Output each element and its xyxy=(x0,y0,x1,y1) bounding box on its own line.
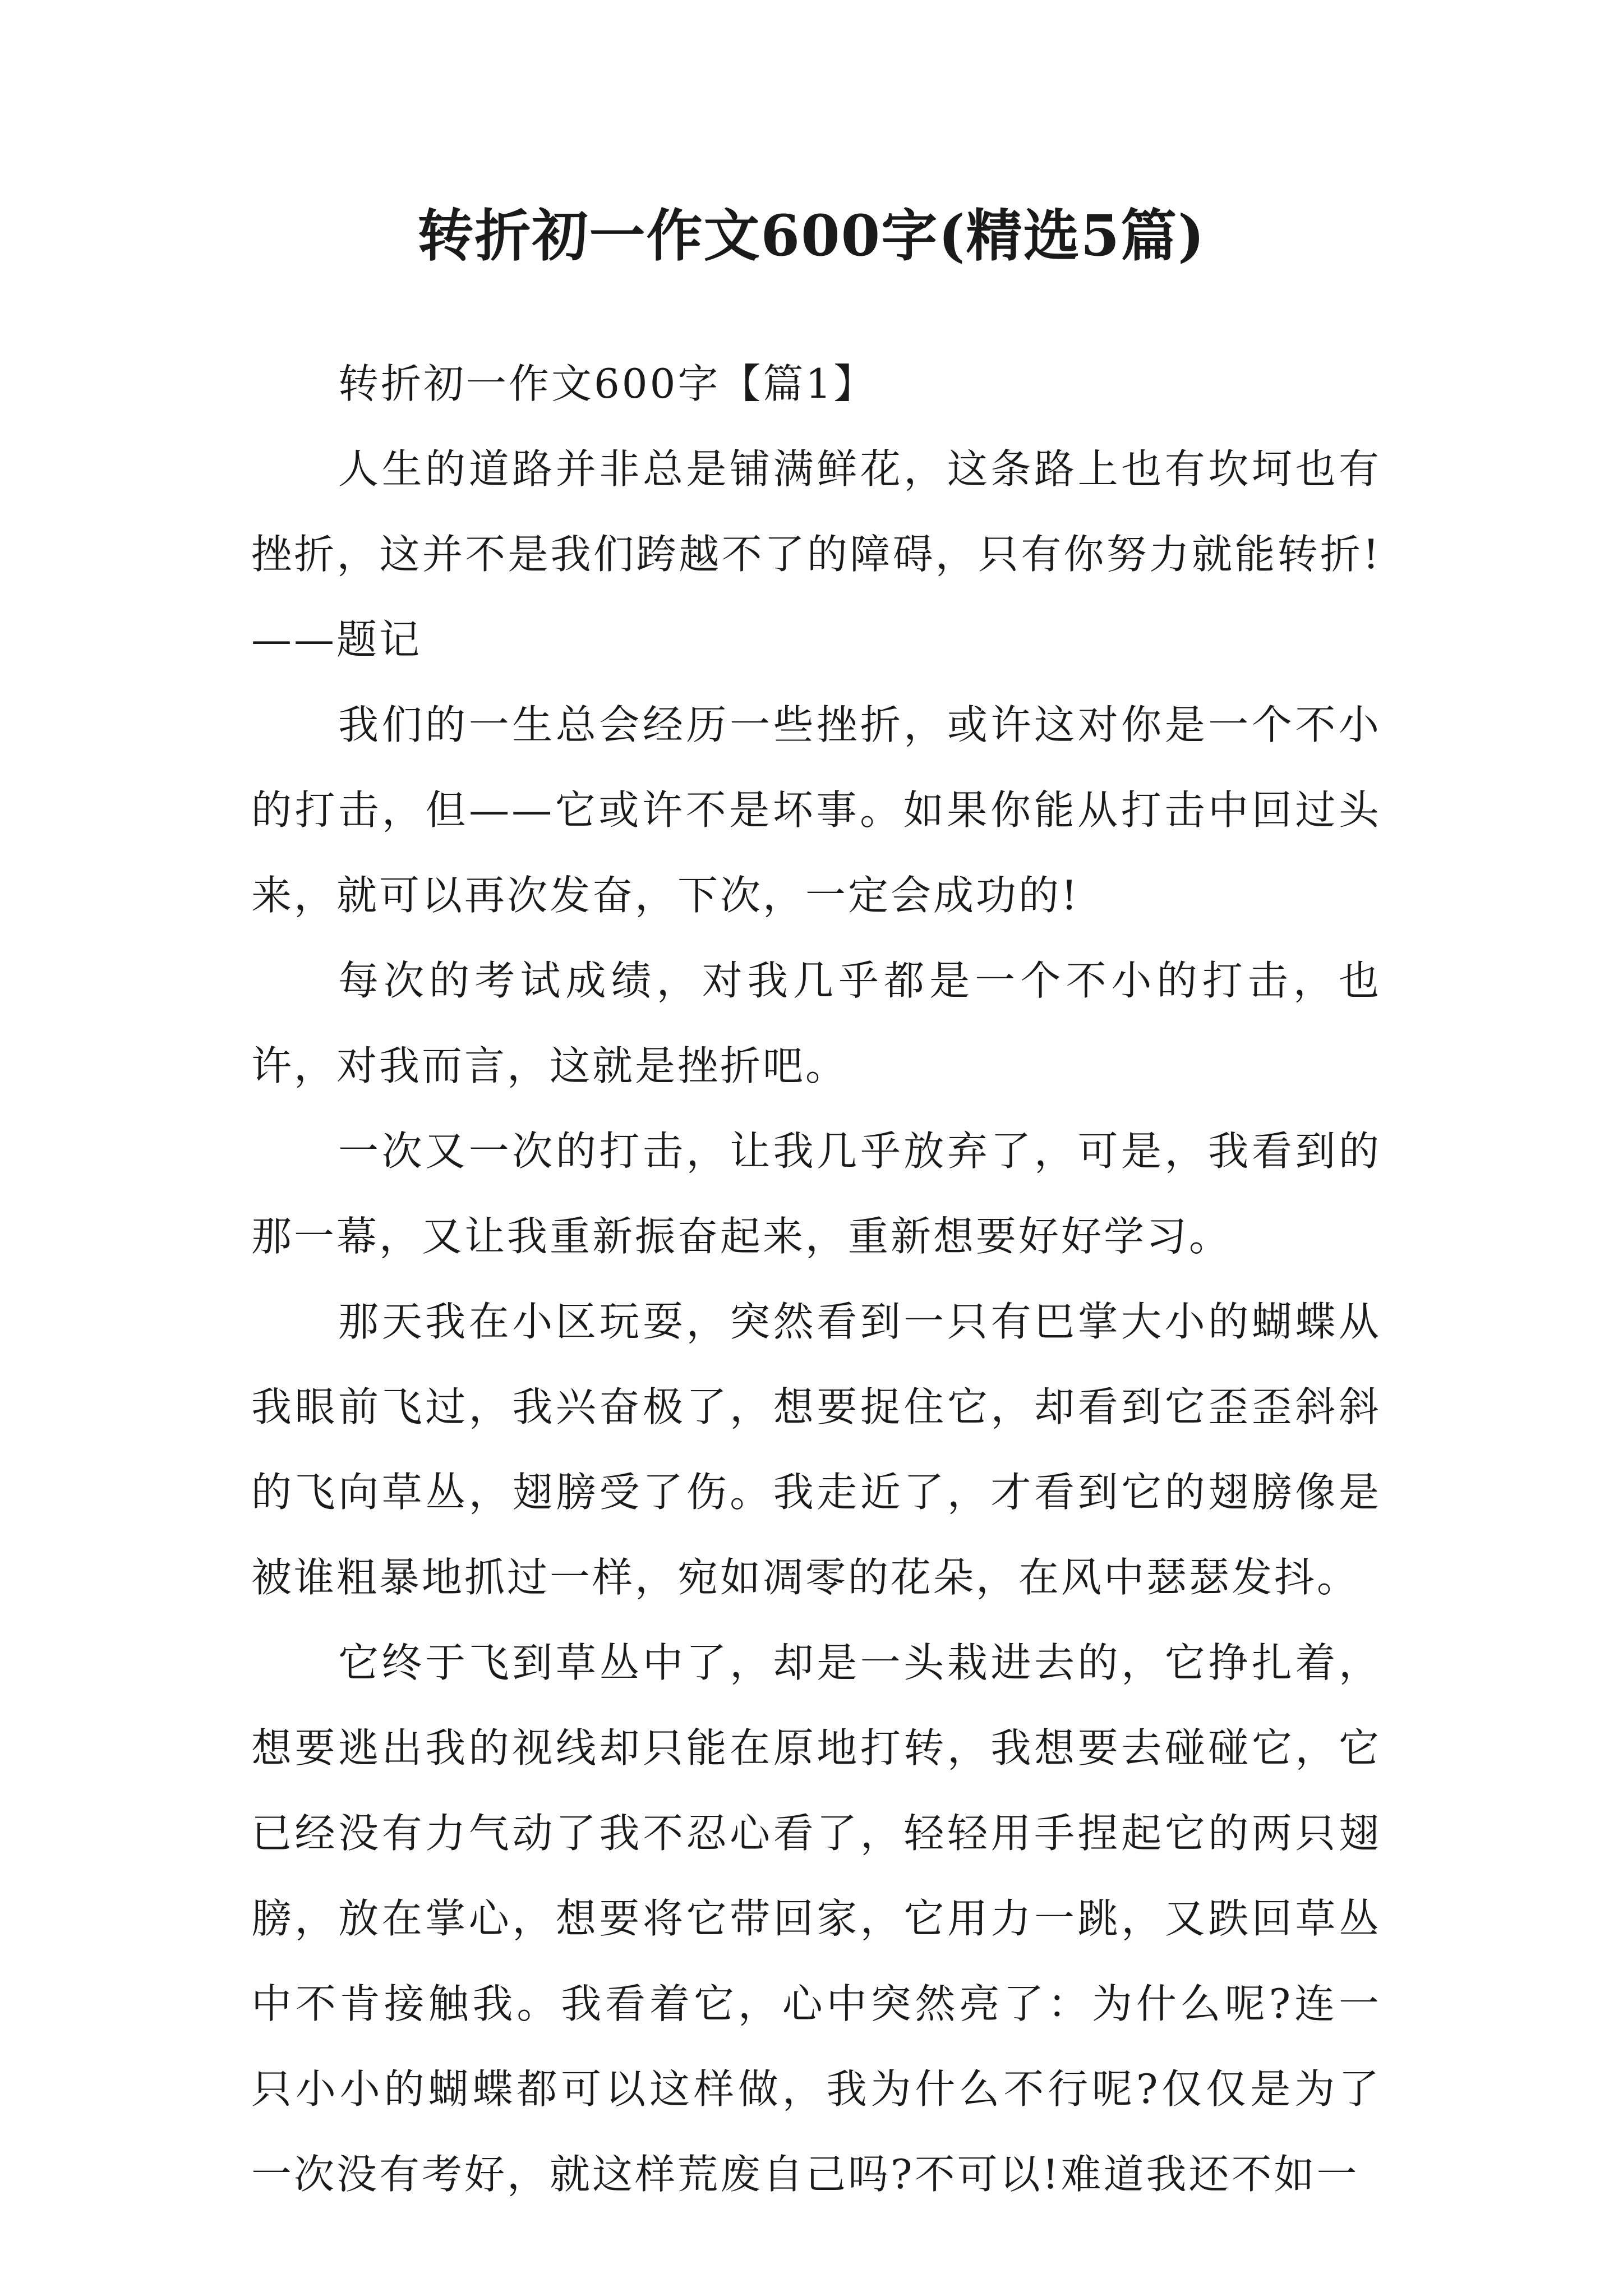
paragraph-1: 人生的道路并非总是铺满鲜花，这条路上也有坎坷也有挫折，这并不是我们跨越不了的障碍，只有你努力就能转折!——题记 xyxy=(251,445,1381,663)
paragraph-5: 那天我在小区玩耍，突然看到一只有巴掌大小的蝴蝶从我眼前飞过，我兴奋极了，想要捉住它，却看到它歪歪斜斜的飞向草丛，翅膀受了伤。我走近了，才看到它的翅膀像是被谁粗暴地抓过一样，宛如凋零的花朵，在风中瑟瑟发抖。 xyxy=(251,1298,1381,1601)
document-title: 转折初一作文600字(精选5篇) xyxy=(417,203,1206,269)
document-body xyxy=(251,341,1381,2217)
section-heading: 转折初一作文600字【篇1】 xyxy=(338,360,877,407)
paragraph-4: 一次又一次的打击，让我几乎放弃了，可是，我看到的那一幕，又让我重新振奋起来，重新想要好好学习。 xyxy=(251,1128,1381,1260)
paragraph-3: 每次的考试成绩，对我几乎都是一个不小的打击，也许，对我而言，这就是挫折吧。 xyxy=(251,957,1381,1089)
paragraph-6: 它终于飞到草丛中了，却是一头栽进去的，它挣扎着，想要逃出我的视线却只能在原地打转，我想要去碰碰它，它已经没有力气动了我不忍心看了，轻轻用手捏起它的两只翅膀，放在掌心，想要将它带回家，它用力一跳，又跌回草丛中不肯接触我。我看着它，心中突然亮了：为什么呢?连一只小小的蝴蝶都可以这样做，我为什么不行呢?仅仅是为了一次没有考好，就这样荒废自己吗?不可以!难道我还不如一 xyxy=(251,1639,1381,2198)
paragraph-2: 我们的一生总会经历一些挫折，或许这对你是一个不小的打击，但——它或许不是坏事。如果你能从打击中回过头来，就可以再次发奋，下次，一定会成功的! xyxy=(251,701,1381,919)
